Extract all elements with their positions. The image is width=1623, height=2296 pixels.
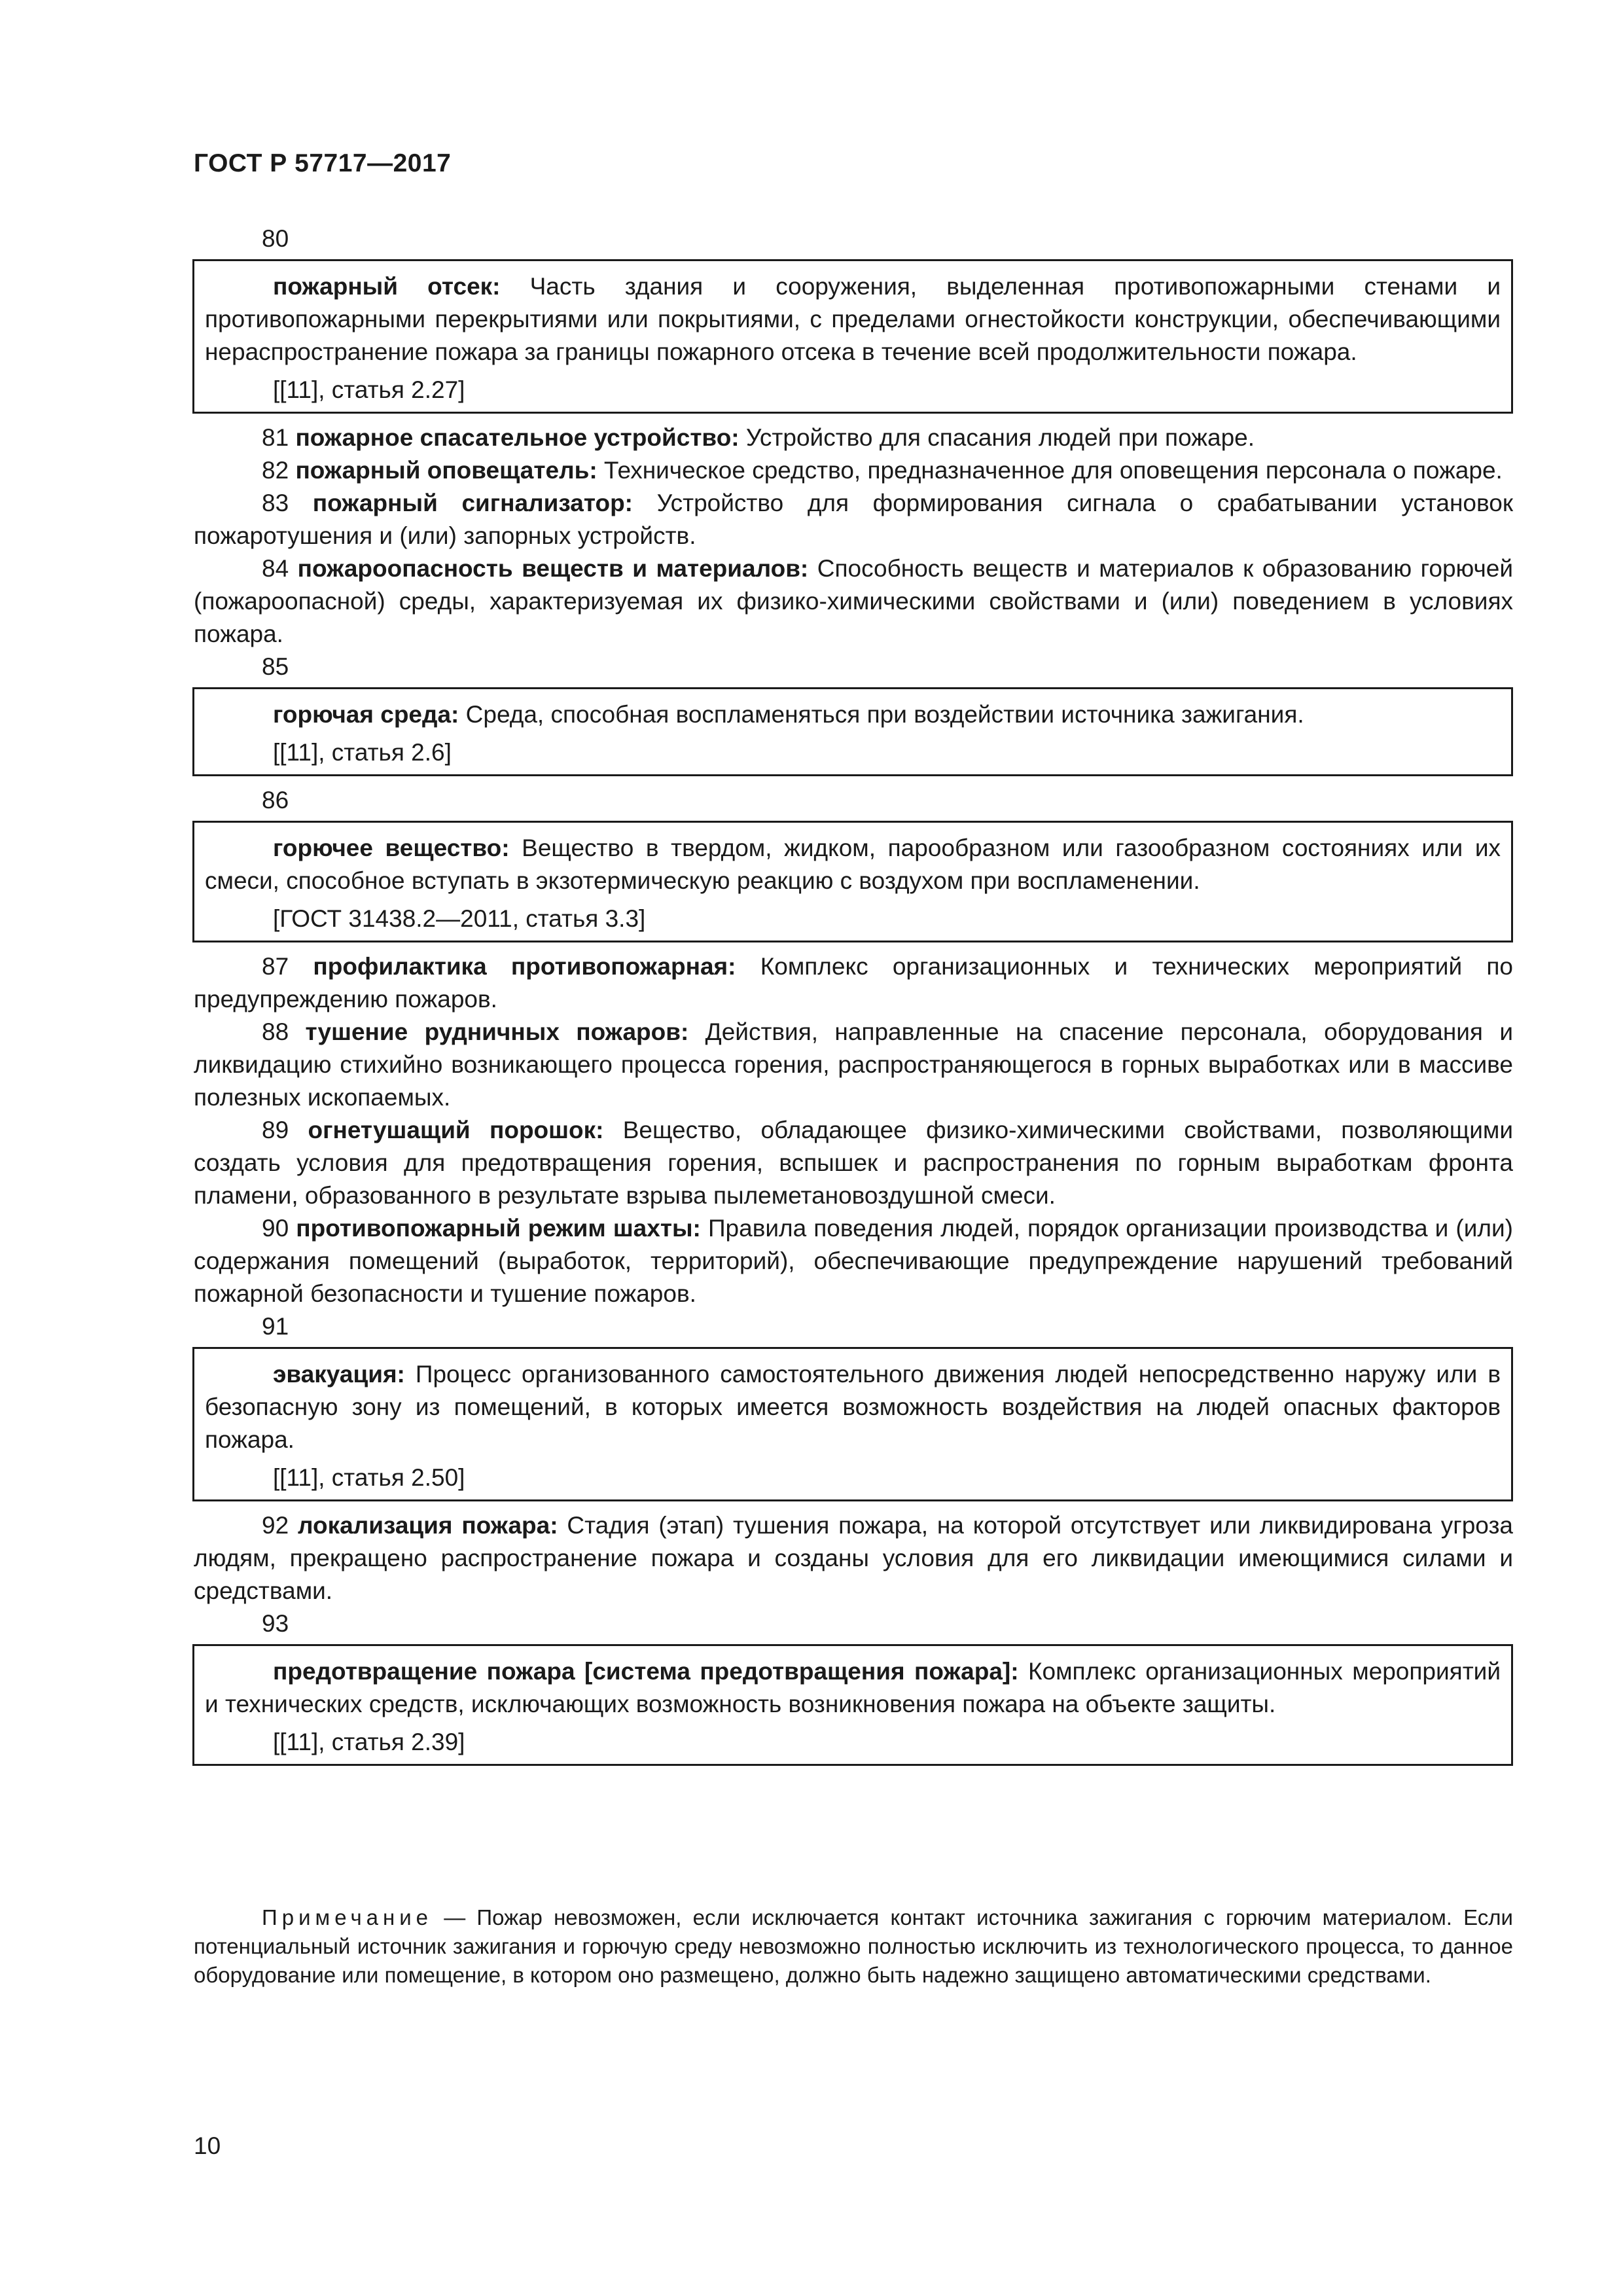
source-reference: [ГОСТ 31438.2—2011, статья 3.3]	[273, 905, 646, 932]
term-definition	[205, 1358, 1501, 1456]
term-name: пожарный отсек:	[273, 273, 501, 300]
term-name: горючая среда:	[273, 701, 459, 728]
term-name: противопожарный режим шахты:	[296, 1215, 701, 1242]
entry-number: 82	[262, 457, 289, 484]
note-label: Примечание	[262, 1905, 433, 1929]
entry-number: 89	[262, 1117, 289, 1143]
definition-text: Устройство для спасания людей при пожаре.	[739, 424, 1255, 451]
term-definition	[205, 832, 1501, 897]
term-definition	[205, 698, 1501, 731]
term-box	[192, 821, 1513, 942]
definition-text: Способность веществ и материалов к образованию горючей (пожароопасной) среды, характеризуемая их физико-химическими свойствами и (или) поведением в условиях пожара.	[194, 555, 1513, 647]
entry-number: 91	[262, 1313, 289, 1340]
note-block	[194, 1903, 1513, 1990]
entry-number: 93	[262, 1610, 289, 1637]
term-name: горючее вещество:	[273, 834, 510, 861]
term-name: локализация пожара:	[297, 1512, 558, 1539]
term-name: предотвращение пожара [система предотвращения пожара]:	[273, 1658, 1019, 1685]
note-paragraph	[194, 1903, 1513, 1990]
definition-text: Стадия (этап) тушения пожара, на которой отсутствует или ликвидирована угроза людям, прекращено распространение пожара и созданы условия для его ликвидации имеющимися силами и средствами.	[194, 1512, 1514, 1604]
term-entry	[194, 950, 1513, 1016]
source-reference: [[11], статья 2.6]	[273, 739, 452, 766]
term-box	[192, 1644, 1513, 1766]
definition-text: Вещество, обладающее физико-химическими свойствами, позволяющими создать условия для предотвращения горения, вспышек и распространения по горным выработкам фронта пламени, образованного в результате взрыва пылеметановоздушной смеси.	[194, 1117, 1514, 1209]
definition-text: Комплекс организационных и технических мероприятий по предупреждению пожаров.	[194, 953, 1513, 1013]
term-entry	[194, 1509, 1513, 1607]
page-number: 10	[194, 2132, 221, 2159]
term-entry	[194, 552, 1513, 651]
term-name: тушение рудничных пожаров:	[305, 1018, 689, 1045]
term-definition	[205, 270, 1501, 368]
entry-number: 81	[262, 424, 289, 451]
term-entry	[194, 1212, 1513, 1310]
definition-text: Техническое средство, предназначенное для оповещения персонала о пожаре.	[597, 457, 1503, 484]
term-box	[192, 1347, 1513, 1501]
definition-text: Часть здания и сооружения, выделенная противопожарными стенами и противопожарными перекрытиями или покрытиями, с пределами огнестойкости конструкции, обеспечивающими нераспространение пожара за границы пожарного отсека в течение всей продолжительности пожара.	[205, 273, 1501, 365]
entry-number: 86	[262, 787, 289, 814]
entry-number: 87	[262, 953, 289, 980]
term-entry	[194, 454, 1513, 487]
entry-number: 85	[262, 653, 289, 680]
entry-number: 90	[262, 1215, 289, 1242]
entry-number: 92	[262, 1512, 289, 1539]
entry-number: 88	[262, 1018, 289, 1045]
entry-number: 84	[262, 555, 289, 582]
definition-text: Комплекс организационных мероприятий и технических средств, исключающих возможность возникновения пожара на объекте защиты.	[205, 1658, 1501, 1717]
source-reference: [[11], статья 2.27]	[273, 376, 465, 403]
source-reference: [[11], статья 2.50]	[273, 1464, 465, 1491]
term-entry	[194, 1016, 1513, 1114]
document-header: ГОСТ Р 57717—2017	[194, 149, 452, 177]
note-text: — Пожар невозможен, если исключается контакт источника зажигания с горючим материалом. Если потенциальный источник зажигания и горючую среду невозможно полностью исключить из технологического процесса, то данное оборудование или помещение, в котором оно размещено, должно быть надежно защищено автоматическими средствами.	[194, 1905, 1513, 1987]
entry-number: 80	[262, 225, 289, 252]
term-name: пожароопасность веществ и материалов:	[297, 555, 809, 582]
term-entry	[194, 1114, 1513, 1212]
term-name: пожарный оповещатель:	[295, 457, 597, 484]
definition-text: Действия, направленные на спасение персонала, оборудования и ликвидацию стихийно возникающего процесса горения, распространяющегося в горных выработках или в массиве полезных ископаемых.	[194, 1018, 1513, 1111]
definition-text: Устройство для формирования сигнала о срабатывании установок пожаротушения и (или) запорных устройств.	[194, 490, 1514, 549]
term-entry	[194, 422, 1513, 454]
term-name: пожарное спасательное устройство:	[295, 424, 740, 451]
term-name: пожарный сигнализатор:	[312, 490, 633, 516]
term-entry	[194, 487, 1513, 552]
document-body	[194, 223, 1513, 1774]
definition-text: Среда, способная воспламеняться при воздействии источника зажигания.	[459, 701, 1304, 728]
definition-text: Правила поведения людей, порядок организации производства и (или) содержания помещений (выработок, территорий), обеспечивающие предупреждение нарушений требований пожарной безопасности и тушение пожаров.	[194, 1215, 1513, 1307]
source-reference: [[11], статья 2.39]	[273, 1729, 465, 1755]
term-box	[192, 259, 1513, 414]
term-name: эвакуация:	[273, 1361, 405, 1388]
term-name: профилактика противопожарная:	[313, 953, 736, 980]
entry-number: 83	[262, 490, 289, 516]
term-box	[192, 687, 1513, 776]
term-definition	[205, 1655, 1501, 1721]
term-name: огнетушащий порошок:	[308, 1117, 604, 1143]
definition-text: Вещество в твердом, жидком, парообразном или газообразном состояниях или их смеси, способное вступать в экзотермическую реакцию с воздухом при воспламенении.	[205, 834, 1501, 894]
definition-text: Процесс организованного самостоятельного движения людей непосредственно наружу или в безопасную зону из помещений, в которых имеется возможность воздействия на людей опасных факторов пожара.	[205, 1361, 1501, 1453]
